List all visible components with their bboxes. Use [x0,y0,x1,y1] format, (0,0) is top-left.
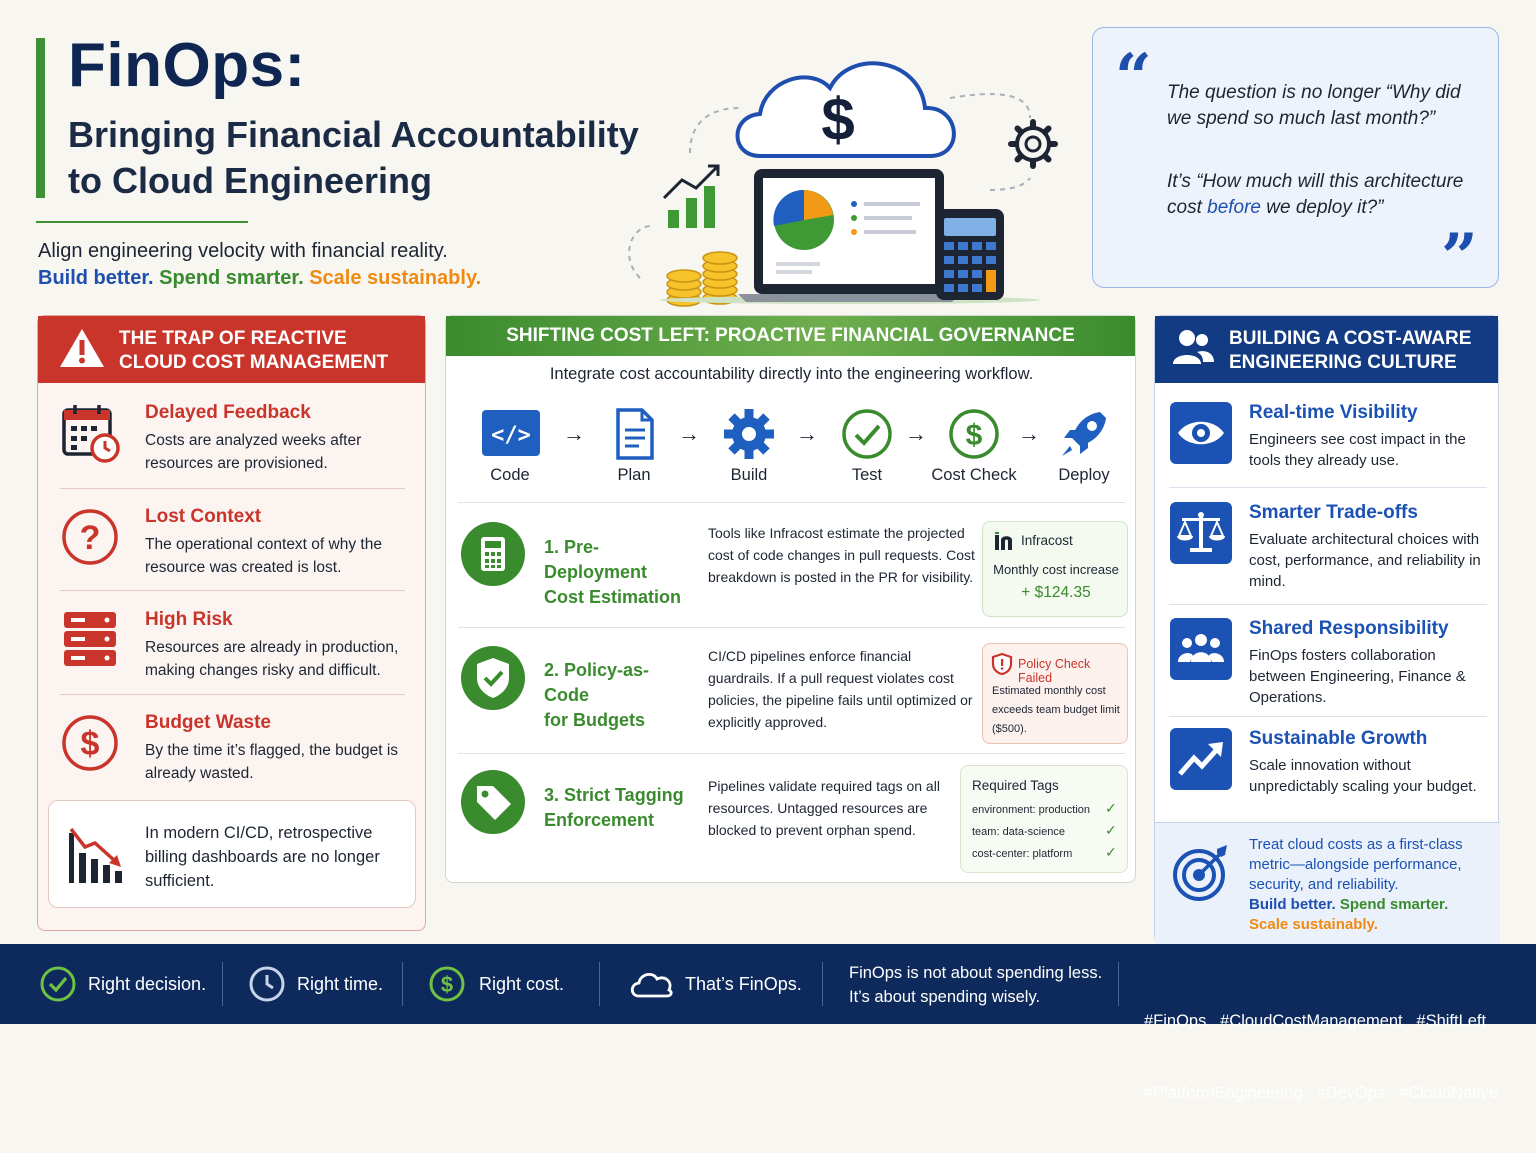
infracost-brand: Infracost [1021,533,1073,548]
workflow-arrow: → [678,421,700,446]
rocket-icon [1056,408,1112,460]
quote-line2 [1167,169,1467,221]
culture-item-desc: Scale innovation without unpredictably scaling your budget. [1249,757,1477,795]
cloud-icon [627,968,675,1000]
culture-item-title: Sustainable Growth [1249,728,1428,749]
practice-title [544,535,694,610]
workflow-step-label: Plan [617,466,651,484]
culture-item-desc: FinOps fosters collaboration between Engineering, Finance & Operations. [1249,647,1466,706]
footer-divider [222,962,223,1006]
gear-icon [721,408,777,460]
infracost-logo-icon [994,532,1014,550]
quote-line2-pre: It’s “How much will this architecture cost [1167,171,1464,218]
check-circle-icon [40,966,76,1002]
footer-statement-line2: It’s about spending wisely. [849,988,1041,1006]
dollar-circle-icon [946,408,1002,460]
practice-title [544,658,694,733]
divider [60,694,405,695]
subtitle-line2: to Cloud Engineering [68,160,432,201]
divider [458,753,1125,754]
close-quote-icon: ” [1441,220,1478,295]
page-subtitle [68,112,708,204]
practice-title-line2: for Budgets [544,710,645,730]
footer-item-time [249,944,383,1024]
trap-item-desc: By the time it’s flagged, the budget is already wasted. [145,742,399,782]
tagline: Align engineering velocity with financial reality. [38,240,448,262]
footer-item-decision [40,944,206,1024]
divider [1169,604,1487,605]
required-tags-card [960,765,1128,873]
check-icon: ✓ [1105,844,1117,860]
trap-item-title: Lost Context [145,506,262,527]
slogan-scale: Scale sustainably. [309,267,482,289]
trap-item-desc: Resources are already in production, making changes risky and difficult. [145,639,399,679]
reactive-trap-panel [37,315,426,931]
shift-left-panel [445,315,1136,883]
slogan-build: Build better. [38,267,154,289]
culture-item-title: Real-time Visibility [1249,402,1418,423]
footer-item-label: Right cost. [479,973,565,994]
reactive-trap-title-line2: CLOUD COST MANAGEMENT [119,352,389,373]
trap-item-desc: Costs are analyzed weeks after resources are provisioned. [145,432,362,472]
divider [1169,487,1487,488]
declining-chart-icon [63,823,125,887]
culture-title [1229,327,1471,375]
practice-desc: Tools like Infracost estimate the projected cost of code changes in pull requests. Cost breakdown is posted in the PR for visibility. [708,525,975,585]
open-quote-icon: “ [1115,40,1152,115]
footer-hashtags-line1: #FinOps #CloudCostManagement #ShiftLeft [1144,1012,1487,1030]
footer-item-label: That’s FinOps. [685,973,802,994]
trap-callout-text: In modern CI/CD, retrospective billing dashboards are no longer sufficient. [145,824,380,890]
divider [1169,716,1487,717]
svg-text:$: $ [440,972,454,997]
trap-item-title: Budget Waste [145,712,271,733]
trap-item-desc: The operational context of why the resource was created is lost. [145,536,382,576]
trap-callout [48,800,416,908]
culture-item-title: Shared Responsibility [1249,618,1449,639]
required-tags-title: Required Tags [972,778,1059,793]
shield-alert-icon [992,653,1012,675]
eye-icon [1170,402,1232,464]
footer-item-finops [627,944,802,1024]
footer-divider [822,962,823,1006]
workflow-step-label: Test [851,466,883,484]
footer-divider [1118,962,1119,1006]
target-icon [1173,843,1231,901]
quote-card [1092,27,1499,295]
footer-item-label: Right time. [297,973,384,994]
document-icon [606,408,662,460]
footer-statement-line1: FinOps is not about spending less. [849,964,1103,982]
culture-callout-text: Treat cloud costs as a first-class metric—alongside performance, security, and reliability. [1249,836,1463,893]
policy-check-desc: Estimated monthly cost exceeds team budget limit ($500). [992,685,1120,735]
divider [458,502,1125,503]
workflow-arrow: → [905,421,927,446]
reactive-trap-title-line1: THE TRAP OF REACTIVE [119,328,347,349]
workflow-arrow: → [563,421,585,446]
slogan-build: Build better. [1249,896,1336,913]
tag-item: environment: production [972,804,1091,816]
culture-item-desc: Engineers see cost impact in the tools they already use. [1249,431,1466,469]
cloud-dollar-icon [738,63,954,156]
tag-item: team: data-science [972,826,1065,838]
workflow-step-deploy [1034,408,1134,488]
workflow-step-label: Cost Check [931,466,1017,484]
tag-icon [461,770,525,834]
tagline-slogan [38,267,481,290]
divider [458,627,1125,628]
slogan-scale: Scale sustainably. [1249,916,1378,933]
svg-text:</>: </> [491,423,531,448]
reactive-trap-header [38,316,425,383]
subtitle-line1: Bringing Financial Accountability [68,114,639,155]
scales-icon [1170,502,1232,564]
slogan-spend: Spend smarter. [1339,896,1449,913]
footer-divider [599,962,600,1006]
footer-divider [402,962,403,1006]
workflow-step-label: Deploy [1058,466,1110,484]
team-icon [1170,618,1232,680]
practice-title-line2: Cost Estimation [544,587,682,607]
shield-check-icon [461,646,525,710]
practice-title [544,783,694,833]
practice-title-line1: 1. Pre-Deployment [544,537,648,582]
workflow-step-test [817,408,917,488]
footer-bar [0,944,1536,1102]
practice-desc: CI/CD pipelines enforce financial guardrails. If a pull request violates cost policies, the pipeline fails until optimized or explicitly approved. [708,648,973,730]
svg-text:$: $ [821,86,855,153]
practice-desc: Pipelines validate required tags on all resources. Untagged resources are blocked to prevent orphan spend. [708,778,940,838]
warning-icon [58,326,106,370]
workflow-step-cost-check [924,408,1024,488]
check-icon: ✓ [1105,800,1117,816]
tag-item: cost-center: platform [972,848,1073,860]
slogan-spend: Spend smarter. [159,267,304,289]
practice-title-line2: Enforcement [544,810,655,830]
policy-check-title: Policy Check Failed [1018,657,1091,685]
workflow-step-label: Code [490,466,530,484]
footer-hashtags-line2: #PlatformEngineering #DevOps #CloudNative [1144,1084,1499,1102]
question-icon [60,506,122,568]
workflow-step-code [460,408,560,488]
svg-text:?: ? [79,519,101,557]
workflow-arrow: → [1018,421,1040,446]
practice-title-line1: 2. Policy-as-Code [544,660,650,705]
check-circle-icon [839,408,895,460]
culture-callout-slogan [1249,895,1489,935]
calculator-icon [936,209,1004,300]
hero-illustration [620,28,1080,308]
dollar-circle-icon [429,966,465,1002]
check-icon: ✓ [1105,822,1117,838]
culture-title-line1: BUILDING A COST-AWARE [1229,328,1472,349]
practice-title-line1: 3. Strict Tagging [544,785,684,805]
footer-statement [849,961,1102,1009]
workflow-arrow: → [796,421,818,446]
growth-chart-icon [664,166,718,228]
quote-line2-post: we deploy it?” [1261,197,1384,218]
code-icon [482,408,538,460]
page-title: FinOps: [68,31,306,100]
trend-up-icon [1170,728,1232,790]
footer-item-label: Right decision. [88,973,207,994]
workflow-step-label: Build [730,466,768,484]
quote-line2-emphasis: before [1207,197,1261,218]
calculator-icon [461,522,525,586]
workflow-step-plan [584,408,684,488]
divider [60,488,405,489]
quote-line1: The question is no longer “Why did we spend so much last month?” [1167,82,1461,129]
gear-icon [1011,122,1055,166]
footer-item-cost [429,944,564,1024]
shift-left-header: SHIFTING COST LEFT: PROACTIVE FINANCIAL GOVERNANCE [446,316,1135,356]
users-icon [1171,328,1215,368]
shift-left-intro: Integrate cost accountability directly into the engineering workflow. [549,365,1034,383]
culture-item-title: Smarter Trade-offs [1249,502,1418,523]
infracost-value: + $124.35 [1021,584,1091,601]
clock-icon [249,966,285,1002]
svg-text:$: $ [80,725,100,763]
footer-hashtags [1144,961,1498,1153]
dollar-icon [60,712,122,774]
trap-item-title: Delayed Feedback [145,402,311,423]
infracost-card [982,521,1128,617]
culture-item-desc: Evaluate architectural choices with cost, performance, and reliability in mind. [1249,531,1481,590]
server-icon [60,609,122,671]
cost-aware-culture-panel [1154,315,1499,943]
infracost-label: Monthly cost increase [993,562,1119,577]
culture-header [1155,316,1498,383]
workflow-step-build [699,408,799,488]
title-accent-bar [36,38,45,198]
header-divider [36,221,248,223]
reactive-trap-title [119,327,388,375]
calendar-clock-icon [60,402,122,464]
divider [60,590,405,591]
svg-text:$: $ [965,419,983,452]
culture-title-line2: ENGINEERING CULTURE [1229,352,1457,373]
policy-check-card [982,643,1128,744]
culture-callout [1155,822,1500,944]
trap-item-title: High Risk [145,609,233,630]
